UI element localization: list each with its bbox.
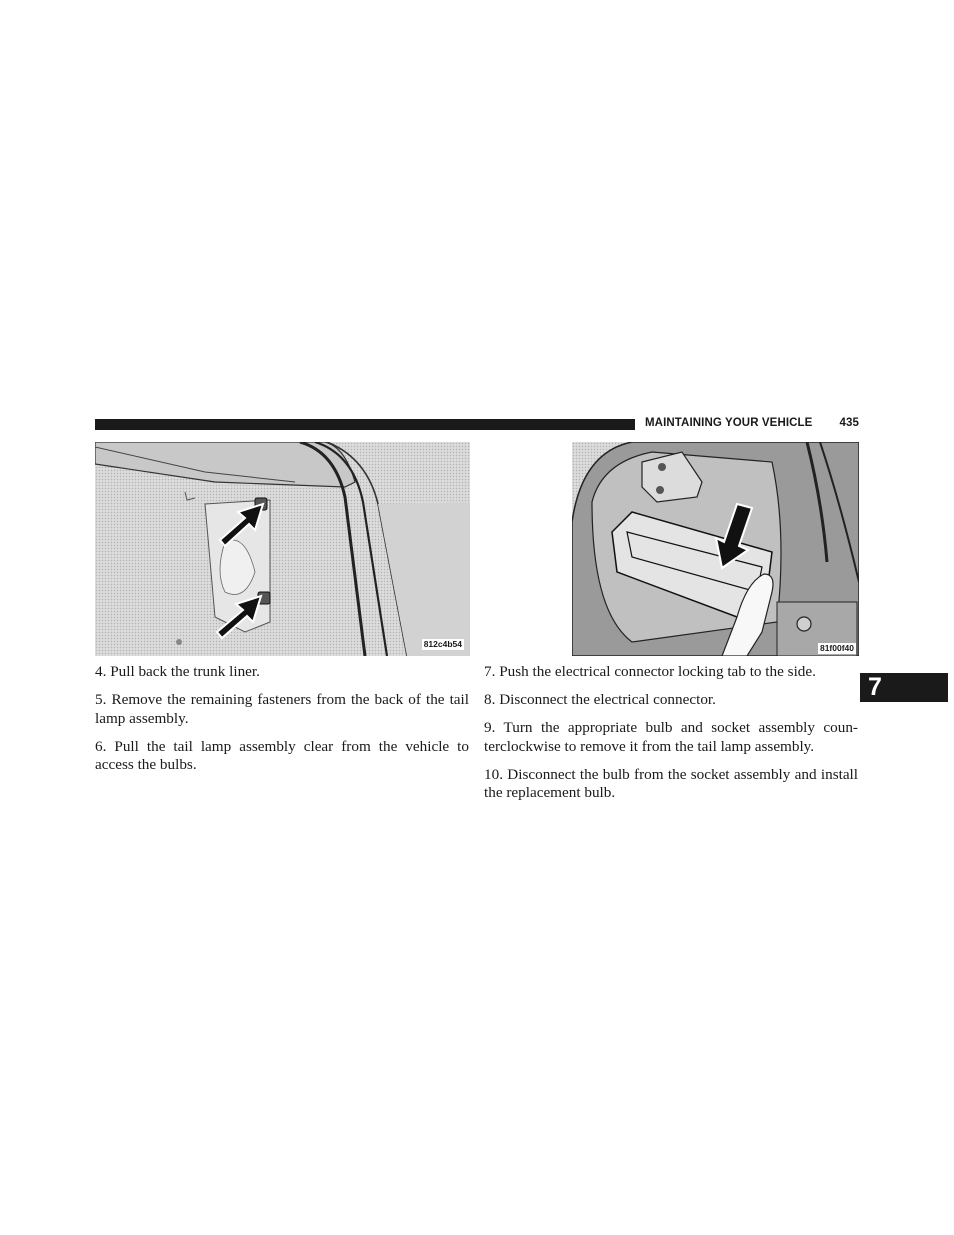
step-7: 7. Push the electrical connector locking tab to the side.: [484, 663, 816, 680]
steps-right-column: [484, 663, 858, 812]
step-4: 4. Pull back the trunk liner.: [95, 663, 260, 680]
connector-drawing: [572, 442, 859, 656]
page-number: 435: [839, 417, 859, 429]
step-8: 8. Disconnect the electrical connector.: [484, 691, 716, 708]
step-6: 6. Pull the tail lamp assembly clear from the vehicle to access the bulbs.: [95, 737, 469, 773]
steps-left-column: [95, 663, 469, 784]
figure-code: 81f00f40: [819, 643, 854, 653]
connector-tab-illustration: [572, 442, 859, 656]
figure-code: 812c4b54: [423, 639, 462, 649]
chapter-tab: 7: [860, 673, 948, 702]
step-5: 5. Remove the remaining fasteners from the back of the tail lamp assembly.: [95, 691, 469, 727]
header-rule: [95, 419, 635, 430]
trunk-drawing: [95, 442, 470, 656]
running-header: [645, 417, 859, 433]
trunk-fasteners-illustration: [95, 442, 470, 656]
step-10: 10. Disconnect the bulb from the socket assembly and install the replacement bulb.: [484, 765, 858, 801]
step-9: 9. Turn the appropriate bulb and socket assembly coun-terclockwise to remove it from the tail lamp assembly.: [484, 719, 858, 755]
section-title: MAINTAINING YOUR VEHICLE: [645, 417, 813, 429]
